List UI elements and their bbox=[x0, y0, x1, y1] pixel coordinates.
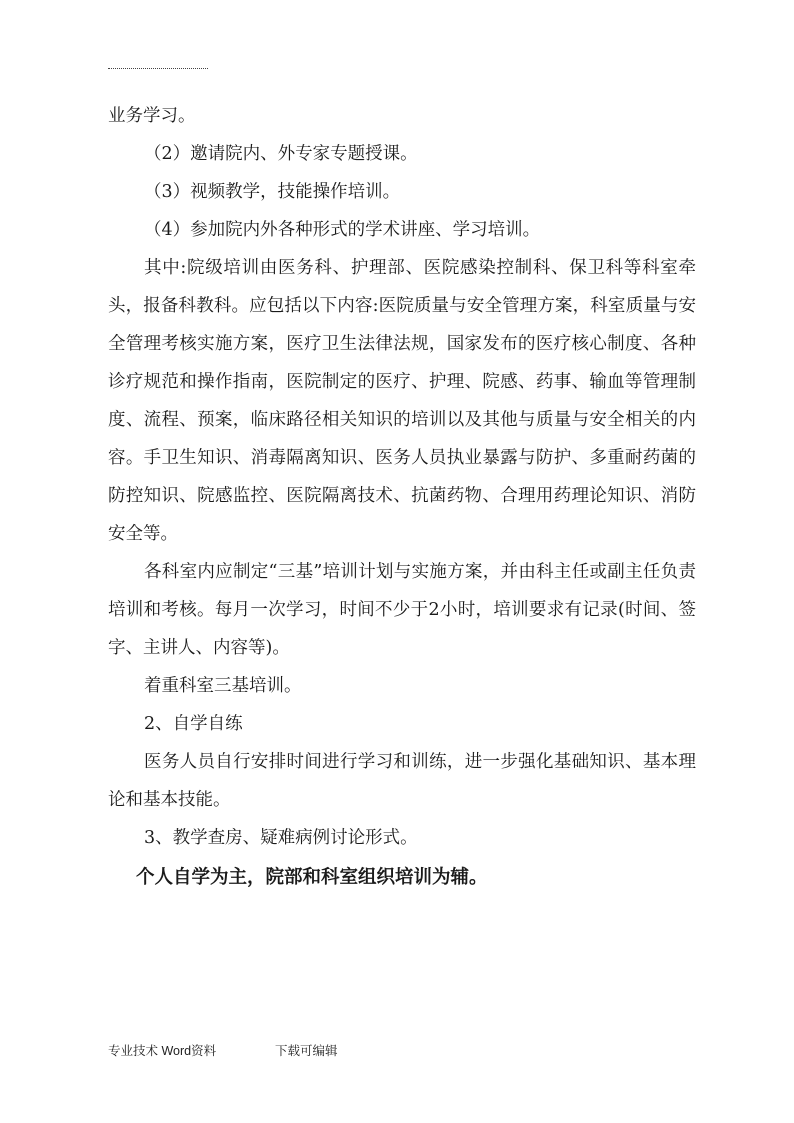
paragraph-focus: 着重科室三基培训。 bbox=[144, 676, 302, 696]
document-body bbox=[108, 97, 696, 897]
paragraph-continuation: 业务学习。 bbox=[108, 106, 196, 126]
paragraph-self-study: 医务人员自行安排时间进行学习和训练，进一步强化基础知识、基本理论和基本技能。 bbox=[108, 752, 696, 810]
bold-summary-line: 个人自学为主，院部和科室组织培训为辅。 bbox=[136, 867, 488, 888]
paragraph-item-4: （4）参加院内外各种形式的学术讲座、学习培训。 bbox=[144, 220, 541, 240]
paragraph-item-2: （2）邀请院内、外专家专题授课。 bbox=[144, 144, 418, 164]
paragraph-department-training: 各科室内应制定“三基”培训计划与实施方案，并由科主任或副主任负责培训和考核。每月一次学习，时间不少于2小时，培训要求有记录(时间、签字、主讲人、内容等)。 bbox=[108, 562, 696, 658]
paragraph-hospital-training: 其中:院级培训由医务科、护理部、医院感染控制科、保卫科等科室牵头，报备科教科。应包括以下内容:医院质量与安全管理方案，科室质量与安全管理考核实施方案，医疗卫生法律法规，国家发布的医疗核心制度、各种诊疗规范和操作指南，医院制定的医疗、护理、院感、药事、输血等管理制度、流程、预案，临床路径相关知识的培训以及其他与质量与安全相关的内容。手卫生知识、消毒隔离知识、医务人员执业暴露与防护、多重耐药菌的防控知识、院感监控、医院隔离技术、抗菌药物、合理用药理论知识、消防安全等。 bbox=[108, 258, 696, 544]
paragraph-item-3: （3）视频教学，技能操作培训。 bbox=[144, 182, 401, 202]
page-footer bbox=[108, 1041, 338, 1059]
section-heading-self-study: 2、自学自练 bbox=[144, 714, 243, 734]
footer-left-text: 专业技术 Word资料 bbox=[108, 1044, 217, 1058]
footer-right-text: 下载可编辑 bbox=[275, 1044, 338, 1058]
section-heading-teaching-rounds: 3、教学查房、疑难病例讨论形式。 bbox=[144, 828, 418, 848]
header-dotted-rule bbox=[108, 68, 208, 69]
